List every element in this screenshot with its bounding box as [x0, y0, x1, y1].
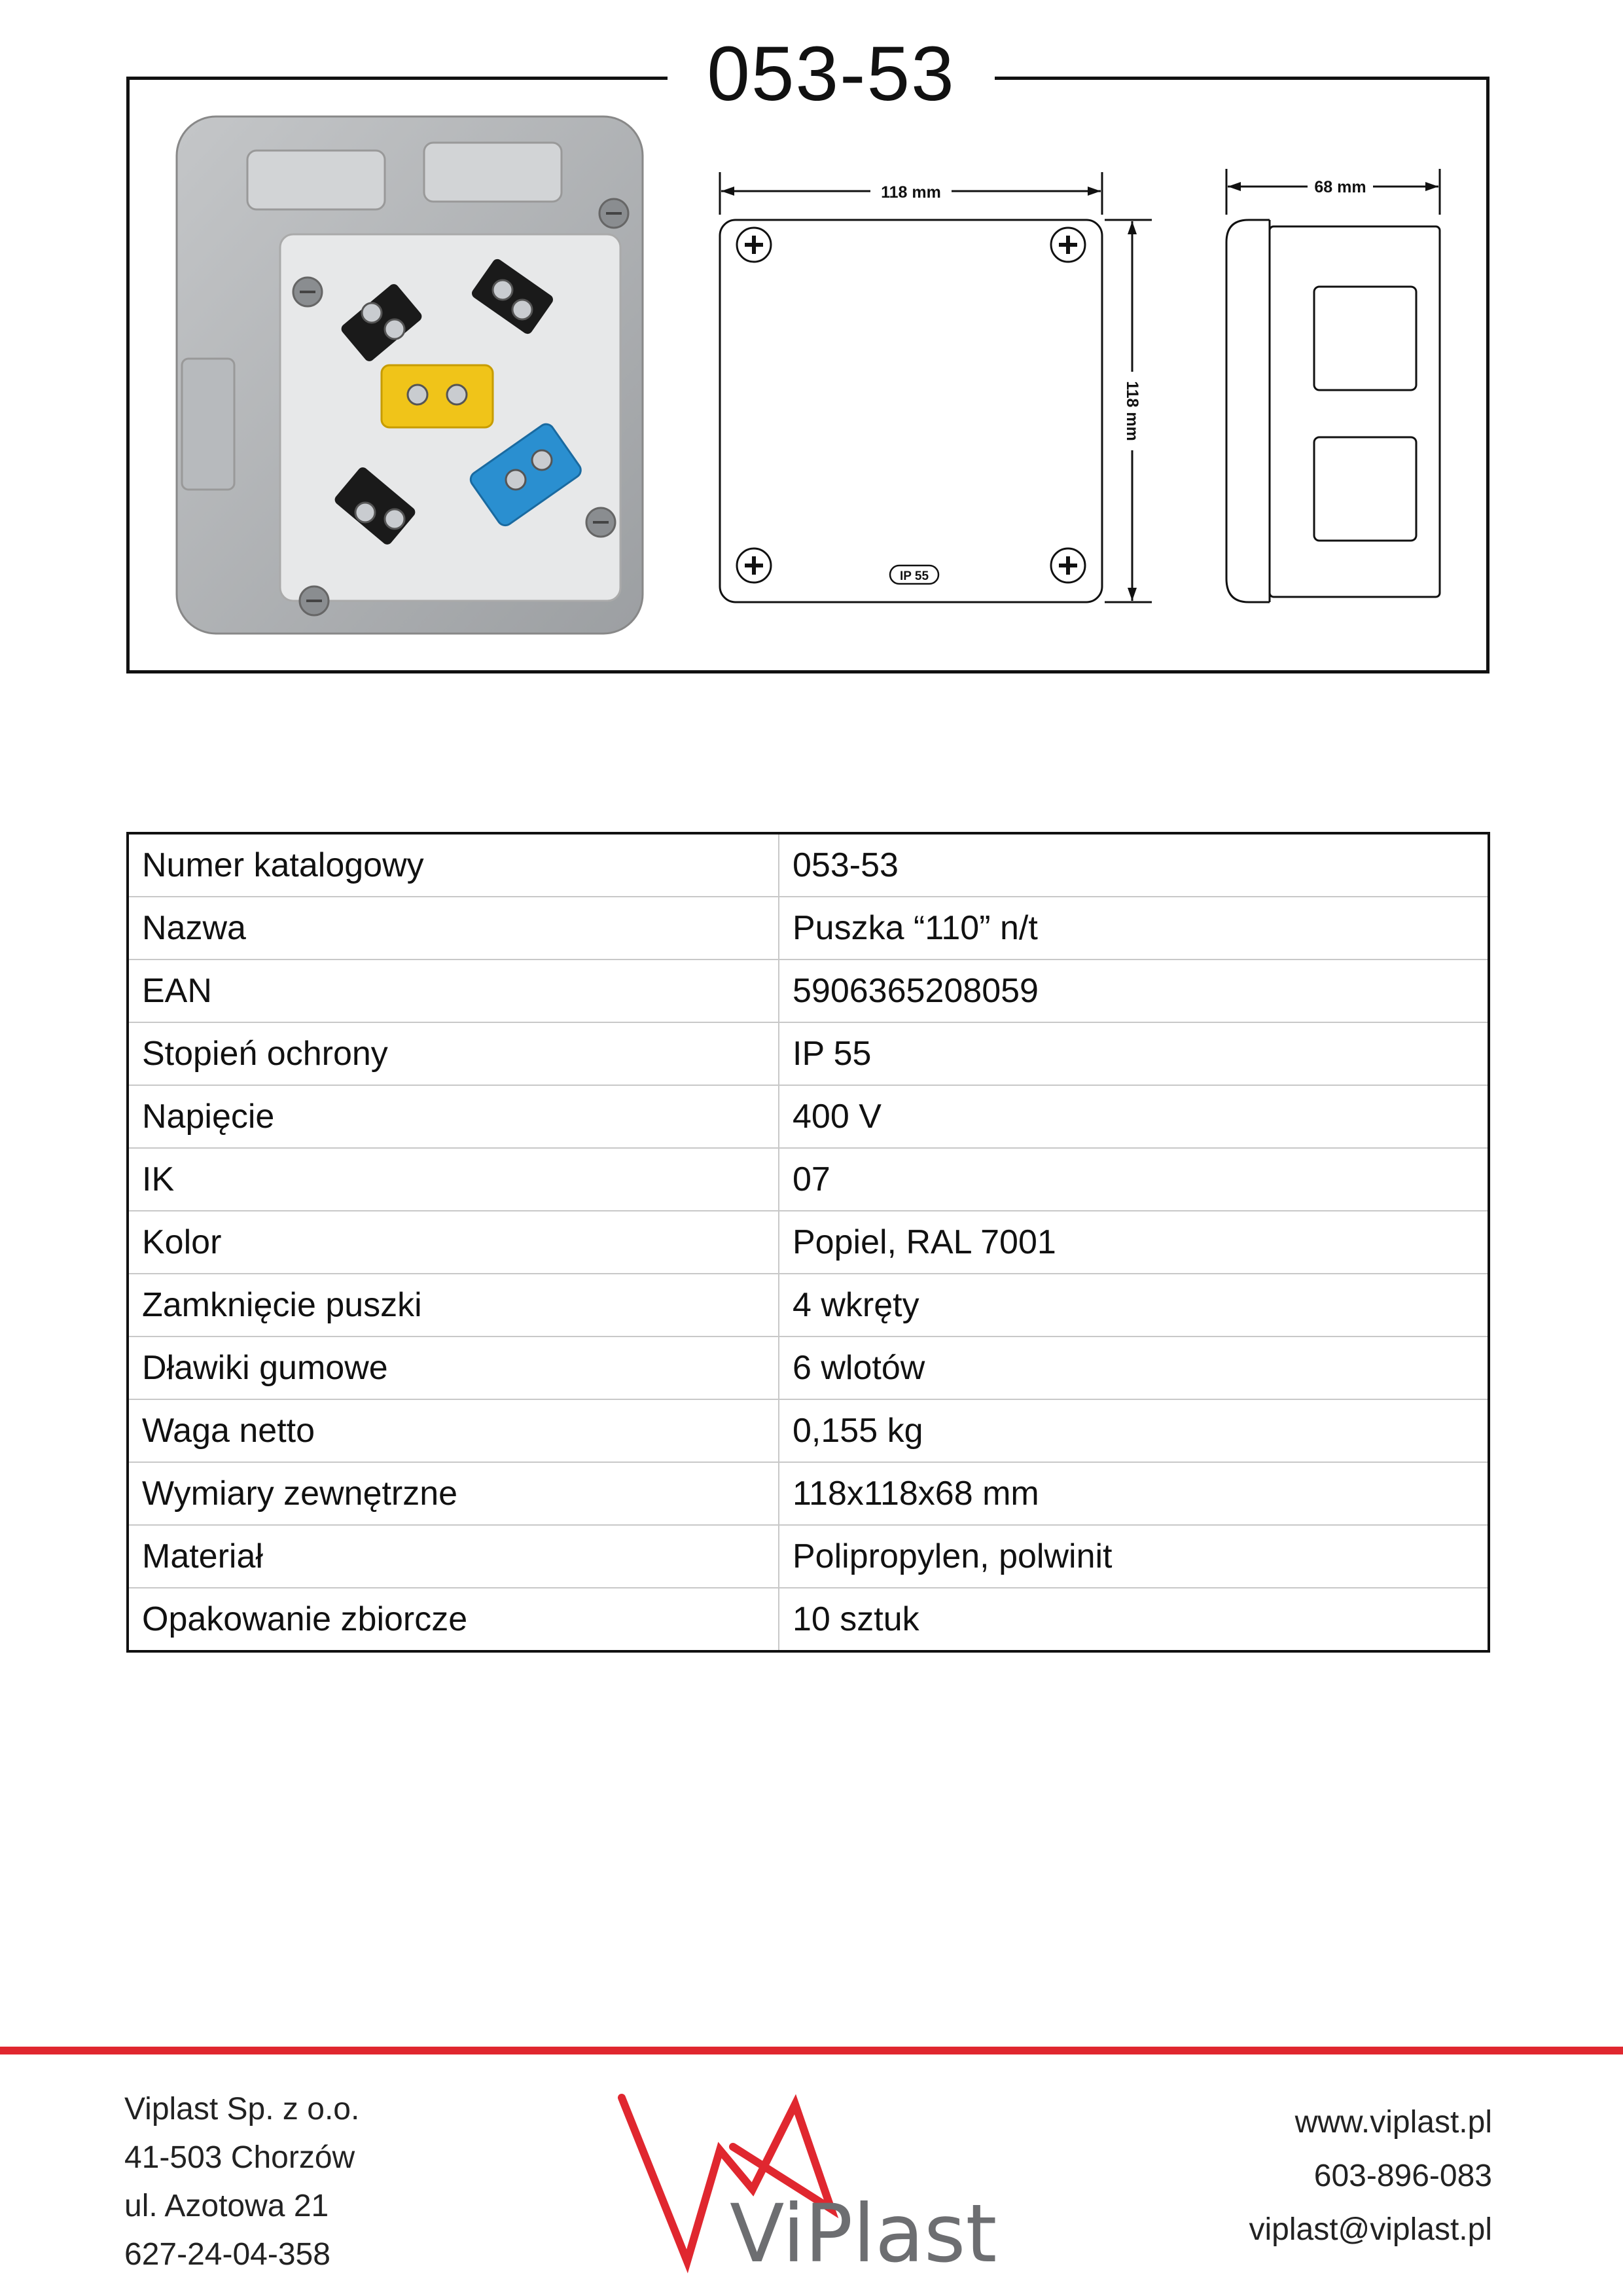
spec-row — [129, 960, 1488, 1022]
spec-row — [129, 1085, 1488, 1148]
height-label: 118 mm — [1123, 381, 1141, 441]
footer-red-line — [0, 2047, 1623, 2054]
phone-number: 603-896-083 — [1313, 2159, 1492, 2193]
company-nip: 627-24-04-358 — [124, 2237, 330, 2272]
gland-bottom — [1314, 437, 1416, 541]
spec-label: Numer katalogowy — [129, 834, 779, 897]
product-photo — [169, 103, 653, 647]
spec-value: Puszka “110” n/t — [779, 897, 1488, 960]
email-link[interactable]: viplast@viplast.pl — [1249, 2212, 1492, 2247]
front-view-drawing — [713, 169, 1171, 614]
spec-label: Wymiary zewnętrzne — [129, 1462, 779, 1525]
spec-label: Materiał — [129, 1525, 779, 1588]
company-city: 41-503 Chorzów — [124, 2140, 355, 2175]
spec-value: 118x118x68 mm — [779, 1462, 1488, 1525]
spec-label: Waga netto — [129, 1399, 779, 1462]
spec-row — [129, 1525, 1488, 1588]
gland-top — [1314, 287, 1416, 390]
contact-info — [1249, 2096, 1492, 2257]
spec-value: Popiel, RAL 7001 — [779, 1211, 1488, 1274]
spec-label: Opakowanie zbiorcze — [129, 1588, 779, 1650]
spec-table — [126, 832, 1490, 1653]
spec-label: EAN — [129, 960, 779, 1022]
company-name: Viplast Sp. z o.o. — [124, 2092, 360, 2126]
spec-row — [129, 897, 1488, 960]
spec-row — [129, 1274, 1488, 1336]
spec-row — [129, 1211, 1488, 1274]
side-view-drawing — [1211, 169, 1459, 614]
spec-row — [129, 1399, 1488, 1462]
company-street: ul. Azotowa 21 — [124, 2189, 329, 2223]
spec-value: 0,155 kg — [779, 1399, 1488, 1462]
spec-label: Dławiki gumowe — [129, 1336, 779, 1399]
spec-value: 6 wlotów — [779, 1336, 1488, 1399]
spec-label: Stopień ochrony — [129, 1022, 779, 1085]
width-label: 118 mm — [881, 183, 941, 202]
spec-row — [129, 1336, 1488, 1399]
front-outline — [720, 220, 1102, 602]
website-link[interactable]: www.viplast.pl — [1294, 2105, 1492, 2140]
depth-label: 68 mm — [1314, 178, 1366, 196]
ip-label: IP 55 — [899, 569, 929, 583]
company-address — [124, 2085, 359, 2279]
spec-row — [129, 1022, 1488, 1085]
spec-label: Kolor — [129, 1211, 779, 1274]
spec-value: IP 55 — [779, 1022, 1488, 1085]
spec-value: 400 V — [779, 1085, 1488, 1148]
spec-label: IK — [129, 1148, 779, 1211]
logo-text: ViPlast — [730, 2187, 997, 2274]
spec-row — [129, 834, 1488, 897]
spec-value: 07 — [779, 1148, 1488, 1211]
lid-profile — [1226, 220, 1270, 602]
spec-row — [129, 1462, 1488, 1525]
spec-value: 10 sztuk — [793, 1600, 919, 1638]
spec-value: 5906365208059 — [779, 960, 1488, 1022]
spec-row — [129, 1588, 1488, 1650]
spec-value: 053-53 — [779, 834, 1488, 897]
spec-label: Nazwa — [129, 897, 779, 960]
viplast-logo — [615, 2085, 1008, 2274]
product-code-title: 053-53 — [668, 25, 995, 123]
spec-value: 4 wkręty — [779, 1274, 1488, 1336]
spec-label: Zamknięcie puszki — [129, 1274, 779, 1336]
spec-value: Polipropylen, polwinit — [779, 1525, 1488, 1588]
spec-row — [129, 1148, 1488, 1211]
spec-label: Napięcie — [129, 1085, 779, 1148]
